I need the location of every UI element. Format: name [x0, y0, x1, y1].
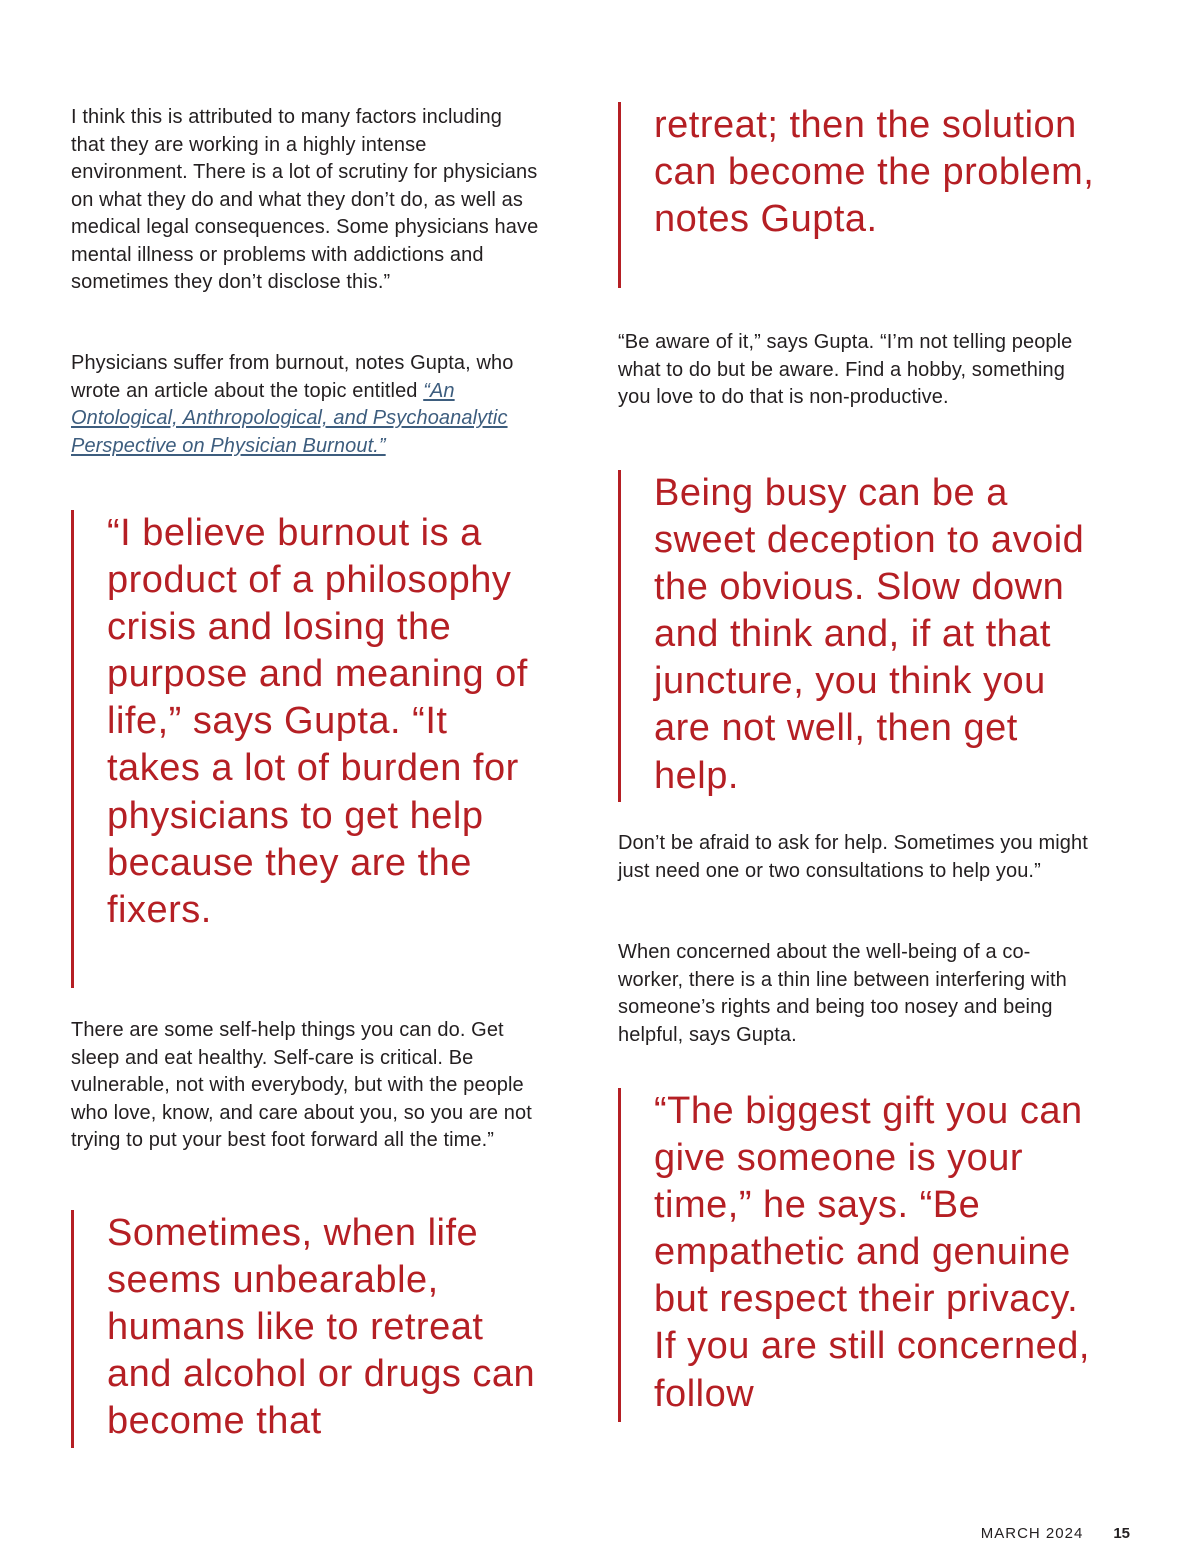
pull-quote-retreat-end-text: retreat; then the solution can become the problem, notes Gupta. [654, 104, 1095, 241]
pull-quote-burnout-text: “I believe burnout is a product of a philosophy crisis and losing the purpose and meaning of life,” says Gupta. “It takes a lot of burden for physicians to get help because they are the fixers. [107, 512, 528, 931]
body-paragraph-factors: I think this is attributed to many factors including that they are working in a highly intense environment. There is a lot of scrutiny for physicians on what they do and what they don’t do, as well as medical legal consequences. Some physicians have mental illness or problems with addictions and sometimes they don’t disclose this.” [71, 106, 539, 293]
page-number: 15 [1113, 1525, 1130, 1542]
article-link[interactable]: “An Ontological, Anthropological, and Psychoanalytic Perspective on Physician Burnout.” [71, 379, 508, 457]
body-paragraph-be-aware: “Be aware of it,” says Gupta. “I’m not telling people what to do but be aware. Find a hobby, something you love to do that is non-productive. [618, 331, 1073, 408]
pull-quote-busy [618, 470, 1108, 802]
page-footer [981, 1525, 1130, 1542]
pull-quote-busy-text: Being busy can be a sweet deception to avoid the obvious. Slow down and think and, if at that juncture, you think you are not well, then get help. [654, 472, 1085, 797]
pull-quote-retreat-start-text: Sometimes, when life seems unbearable, humans like to retreat and alcohol or drugs can become that [107, 1212, 536, 1443]
pull-quote-gift [618, 1088, 1108, 1422]
issue-date: MARCH 2024 [980, 1525, 1084, 1542]
pull-quote-retreat-end [618, 102, 1098, 288]
pull-quote-retreat-start [71, 1210, 541, 1448]
body-paragraph-burnout-text: Physicians suffer from burnout, notes Gupta, who wrote an article about the topic entitled [71, 352, 514, 402]
body-paragraph-co-worker: When concerned about the well-being of a co-worker, there is a thin line between interfering with someone’s rights and being too nosey and being helpful, says Gupta. [618, 941, 1067, 1046]
body-paragraph-ask-help: Don’t be afraid to ask for help. Sometimes you might just need one or two consultations to help you.” [618, 832, 1088, 882]
pull-quote-burnout [71, 510, 541, 988]
body-paragraph-self-help: There are some self-help things you can do. Get sleep and eat healthy. Self-care is critical. Be vulnerable, not with everybody, but with the people who love, know, and care about you, so you are not trying to put your best foot forward all the time.” [71, 1019, 532, 1151]
pull-quote-gift-text: “The biggest gift you can give someone is your time,” he says. “Be empathetic and genuine but respect their privacy. If you are still concerned, follow [654, 1090, 1090, 1415]
body-paragraph-burnout-article [71, 350, 556, 460]
